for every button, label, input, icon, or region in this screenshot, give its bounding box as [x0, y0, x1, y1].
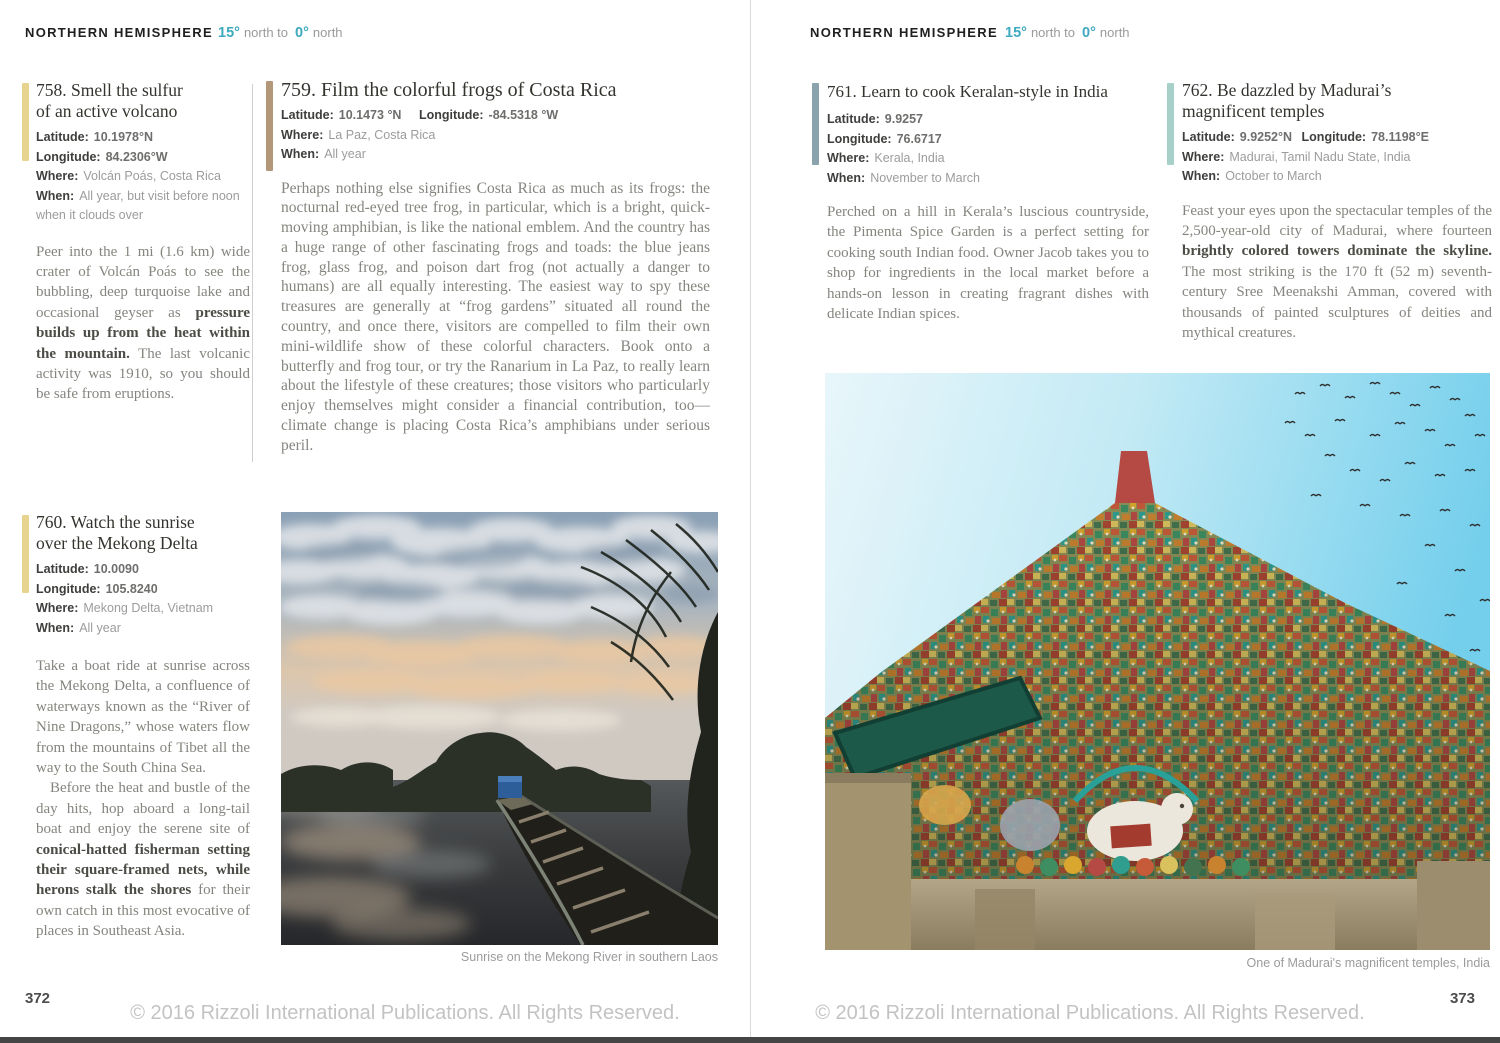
column-divider [252, 84, 253, 462]
entry-body: Perched on a hill in Kerala’s luscious countryside, the Pimenta Spice Garden is a perfect setting for cooking south Indian food. Owner Jacob takes you to shop for ingredients in the local market before a hands-on lesson in creating fragrant dishes with delicate Indian spices. [827, 204, 1149, 323]
page-number-right: 373 [1449, 990, 1475, 1007]
entry-title: 758. Smell the sulfur of an active volcano [36, 80, 183, 121]
mekong-photo-art [281, 512, 718, 945]
entry-title: 759. Film the colorful frogs of Costa Rica [281, 79, 617, 101]
entry-meta: Latitude: 9.9252°N Longitude: 78.1198°E Where: Madurai, Tamil Nadu State, India When: October to March [1182, 130, 1429, 183]
page-divider [750, 0, 751, 1037]
entry-761 [812, 80, 1149, 324]
accent-bar [266, 81, 273, 171]
boat-engine-box [498, 776, 522, 798]
entry-760 [22, 512, 250, 942]
scan-edge-strip [0, 1037, 1500, 1043]
entry-meta: Latitude: 9.9257 Longitude: 76.6717 Where: Kerala, India When: November to March [827, 112, 980, 185]
section-header-right: NORTHERN HEMISPHERE [810, 25, 998, 40]
range-to-degree: 0° [295, 25, 309, 41]
accent-bar [22, 83, 29, 161]
latitude-range-right [1005, 25, 1137, 41]
entry-762 [1167, 80, 1492, 343]
madurai-temple-photo [825, 373, 1490, 950]
range-to-text: north [312, 25, 343, 40]
entry-body: Perhaps nothing else signifies Costa Rica as much as its frogs: the nocturnal red-eyed tree frog, in particular, which is a bright, quick-moving amphibian, is like the national emblem. And the country has a huge range of other fascinating frogs and toads: the blue jeans frog, glass frog, and poison dart frog (not actually a danger to humans) are all equally interesting. The easiest way to spy these treasures are generally at “frog gardens” situated all round the country, and once there, visitors are compelled to film their own mini-wildlife show of these colorful characters. Book onto a butterfly and frog tour, or try the Ranarium in La Paz, to really learn about the lifestyle of these creatures; those visitors who particularly enjoy themselves might consider a financial contribution, too—climate change is placing Costa Rica’s amphibians under serious peril. [281, 179, 710, 454]
section-header-left: NORTHERN HEMISPHERE [25, 25, 213, 40]
range-from-degree: 15° [218, 25, 240, 41]
accent-bar [22, 515, 29, 593]
mekong-sunrise-photo [281, 512, 718, 945]
entry-title: 762. Be dazzled by Madurai’s magnificent temples [1182, 80, 1392, 121]
page-number-left: 372 [25, 990, 51, 1007]
photo-caption-left: Sunrise on the Mekong River in southern Laos [460, 950, 718, 964]
copyright-watermark-left: © 2016 Rizzoli International Publications. All Rights Reserved. [130, 1002, 680, 1024]
entry-meta: Latitude: 10.1473 °N Longitude: -84.5318 °W Where: La Paz, Costa Rica When: All year [281, 108, 559, 161]
entry-758 [22, 80, 250, 405]
latitude-range-left [218, 25, 350, 41]
entry-title: 760. Watch the sunrise over the Mekong Delta [36, 512, 198, 553]
photo-caption-right: One of Madurai's magnificent temples, India [1246, 956, 1490, 970]
range-from-text: north to [1030, 25, 1076, 40]
range-to-text: north [1099, 25, 1130, 40]
entry-meta: Latitude: 10.0090 Longitude: 105.8240 Where: Mekong Delta, Vietnam When: All year [36, 562, 214, 635]
entry-body: Take a boat ride at sunrise across the Mekong Delta, a confluence of waterways known as the “River of Nine Dragons,” whose waters flow from the mountains of Tibet all the way to the South China Sea. Before the heat and bustle of the day hits, hop aboard a long-tail boat and enjoy the serene site of conical-hatted fisherman setting their square-framed nets, while herons stalk the shores for their own catch in this most evocative of places in Southeast Asia. [36, 658, 250, 940]
range-to-degree: 0° [1082, 25, 1096, 41]
range-from-text: north to [243, 25, 289, 40]
entry-body: Peer into the 1 mi (1.6 km) wide crater of Volcán Poás to see the bubbling, deep turquoise lake and occasional geyser as pressure builds up from the heat within the mountain. The last volcanic activity was 1910, so you should be safe from eruptions. [36, 243, 250, 403]
entry-body: Feast your eyes upon the spectacular temples of the 2,500-year-old city of Madurai, where fourteen brightly colored towers dominate the skyline. The most striking is the 170 ft (52 m) seventh-century Sree Meenakshi Amman, covered with thousands of painted sculptures of deities and mythical creatures. [1182, 202, 1492, 341]
accent-bar [812, 83, 819, 165]
range-from-degree: 15° [1005, 25, 1027, 41]
entry-meta: Latitude: 10.1978°N Longitude: 84.2306°W Where: Volcán Poás, Costa Rica When: All year, but visit before noon when it clouds over [36, 130, 240, 222]
entry-759 [266, 78, 710, 456]
accent-bar [1167, 83, 1174, 165]
entry-title: 761. Learn to cook Keralan-style in India [827, 82, 1108, 101]
madurai-photo-art [825, 373, 1490, 950]
copyright-watermark-right: © 2016 Rizzoli International Publications. All Rights Reserved. [815, 1002, 1365, 1024]
